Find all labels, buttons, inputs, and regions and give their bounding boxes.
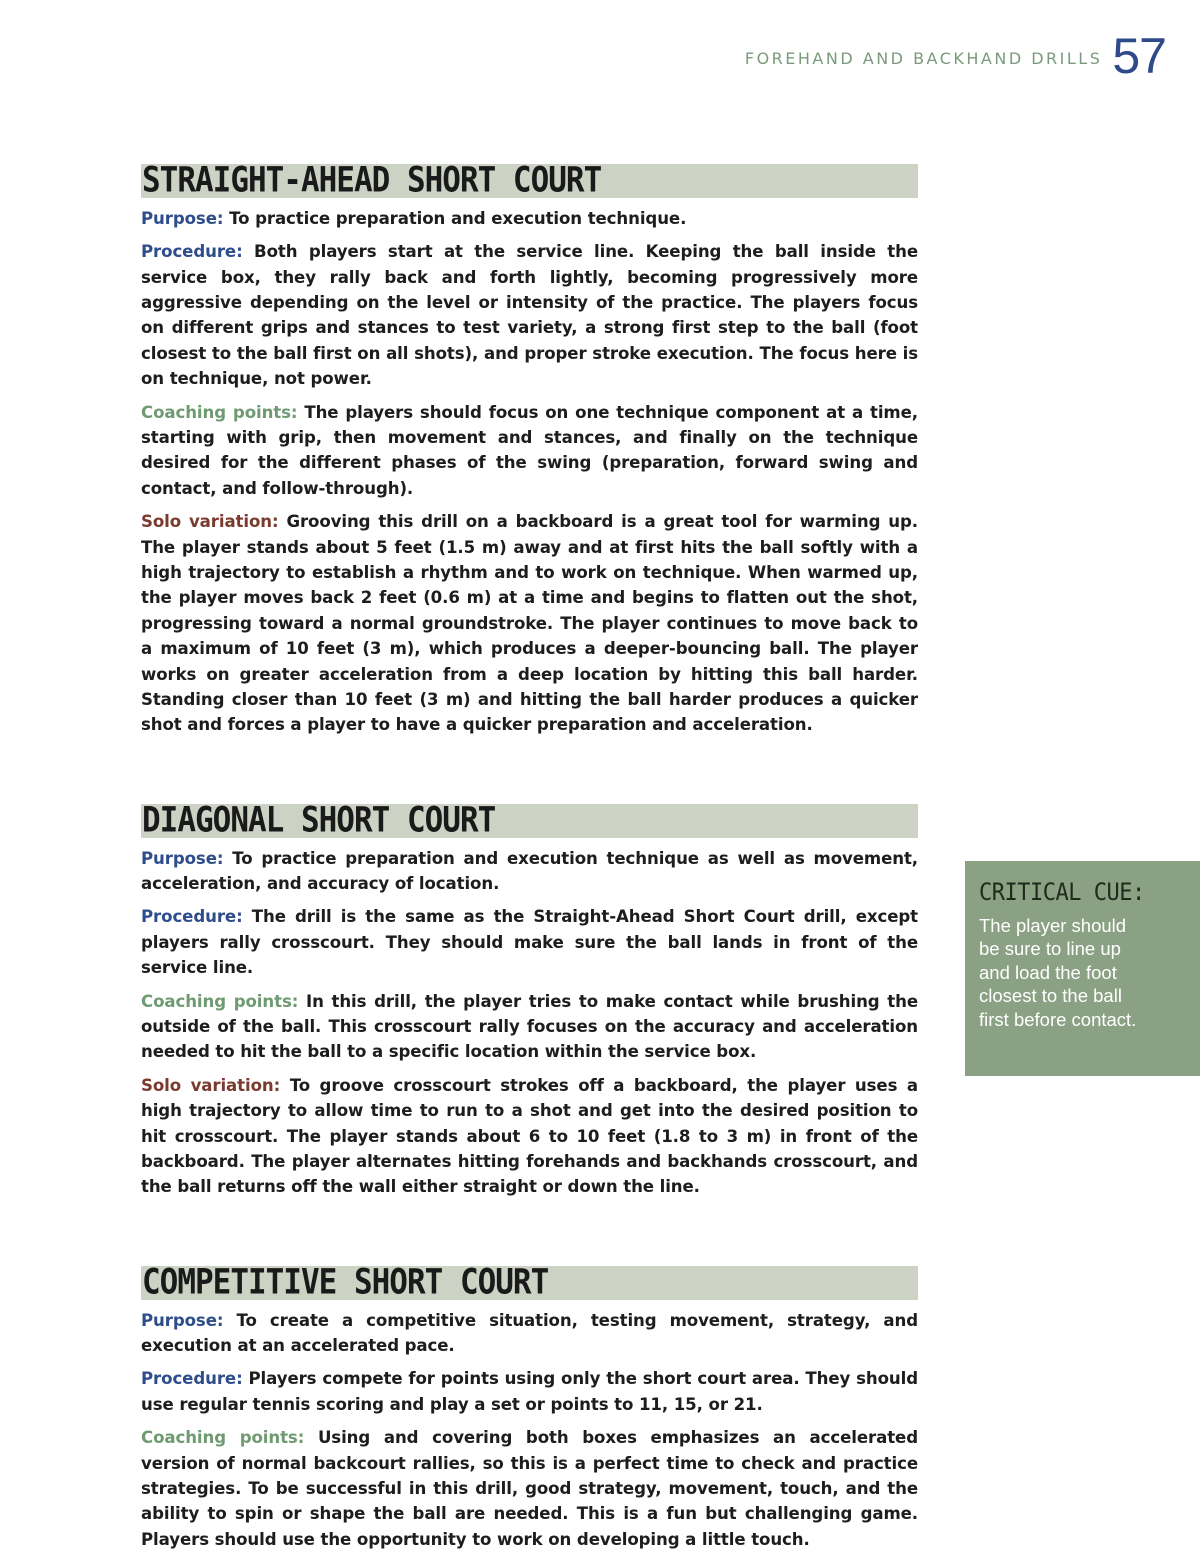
running-head-title: FOREHAND AND BACKHAND DRILLS — [744, 48, 1103, 68]
procedure-paragraph — [141, 1366, 918, 1417]
coaching-text: Using and covering both boxes emphasizes an accelerated version of normal backcourt rallies, so this is a perfect time to check and practice strategies. To be successful in this drill, good strategy, movement, touch, and the ability to spin or shape the ball are needed. This is a fun but challenging game. Players should use the opportunity to work on developing a little touch. — [141, 1428, 918, 1549]
solo-text: Grooving this drill on a backboard is a great tool for warming up. The player stands about 5 feet (1.5 m) away and at first hits the ball softly with a high trajectory to establish a rhythm and to work on technique. When warmed up, the player moves back 2 feet (0.6 m) at a time and begins to flatten out the shot, progressing toward a normal groundstroke. The player continues to move back to a maximum of 10 feet (3 m), which produces a deeper-bouncing ball. The player works on greater acceleration from a deep location by hitting this ball harder. Standing closer than 10 feet (3 m) and hitting the ball harder produces a quicker shot and forces a player to have a quicker preparation and acceleration. — [141, 512, 918, 735]
sidebar-text: The player should be sure to line up and load the foot closest to the ball first before contact. — [979, 915, 1137, 1030]
coaching-paragraph — [141, 989, 918, 1065]
procedure-label: Procedure: — [141, 1369, 243, 1389]
coaching-label: Coaching points: — [141, 1428, 305, 1448]
purpose-label: Purpose: — [141, 1310, 224, 1330]
procedure-label: Procedure: — [141, 242, 243, 262]
drill-diagonal-short-court — [141, 799, 918, 1200]
purpose-label: Purpose: — [141, 208, 224, 228]
solo-paragraph — [141, 1073, 918, 1200]
coaching-paragraph — [141, 400, 918, 502]
procedure-paragraph — [141, 904, 918, 980]
section-spacer — [141, 1208, 918, 1240]
purpose-paragraph — [141, 846, 918, 897]
purpose-text: To practice preparation and execution technique as well as movement, acceleration, and accuracy of location. — [141, 848, 918, 893]
section-heading: DIAGONAL SHORT COURT — [141, 804, 918, 838]
purpose-text: To practice preparation and execution technique. — [229, 208, 687, 228]
sidebar-title: CRITICAL CUE: — [979, 879, 1145, 907]
main-column — [141, 138, 918, 1560]
procedure-text: Players compete for points using only the short court area. They should use regular tennis scoring and play a set or points to 11, 15, or 21. — [141, 1369, 918, 1414]
procedure-text: The drill is the same as the Straight-Ahead Short Court drill, except players rally crosscourt. They should make sure the ball lands in front of the service line. — [141, 907, 918, 978]
coaching-label: Coaching points: — [141, 402, 298, 422]
coaching-paragraph — [141, 1425, 918, 1552]
solo-text: To groove crosscourt strokes off a backboard, the player uses a high trajectory to allow time to run to a shot and get into the desired position to hit crosscourt. The player stands about 6 to 10 feet (1.8 to 3 m) in front of the backboard. The player alternates hitting forehands and backhands crosscourt, and the ball returns off the wall either straight or down the line. — [141, 1075, 918, 1197]
section-heading: COMPETITIVE SHORT COURT — [141, 1266, 918, 1300]
coaching-label: Coaching points: — [141, 991, 299, 1011]
solo-label: Solo variation: — [141, 1075, 281, 1095]
purpose-paragraph — [141, 206, 918, 231]
critical-cue-sidebar — [965, 861, 1200, 1076]
purpose-paragraph — [141, 1308, 918, 1359]
solo-label: Solo variation: — [141, 512, 279, 532]
procedure-label: Procedure: — [141, 907, 243, 927]
section-spacer — [141, 746, 918, 778]
purpose-label: Purpose: — [141, 848, 224, 868]
purpose-text: To create a competitive situation, testing movement, strategy, and execution at an accelerated pace. — [141, 1310, 918, 1355]
procedure-paragraph — [141, 239, 918, 391]
procedure-text: Both players start at the service line. Keeping the ball inside the service box, they rally back and forth lightly, becoming progressively more aggressive depending on the level or intensity of the practice. The players focus on different grips and stances to test variety, a strong first step to the ball (foot closest to the ball first on all shots), and proper stroke execution. The focus here is on technique, not power. — [141, 242, 918, 389]
drill-straight-ahead-short-court — [141, 159, 918, 738]
page-number: 57 — [1112, 28, 1166, 84]
coaching-text: In this drill, the player tries to make contact while brushing the outside of the ball. This crosscourt rally focuses on the accuracy and acceleration needed to hit the ball to a specific location within the service box. — [141, 991, 918, 1062]
running-head — [745, 28, 1166, 84]
drill-competitive-short-court — [141, 1261, 918, 1553]
solo-paragraph — [141, 509, 918, 738]
section-heading: STRAIGHT-AHEAD SHORT COURT — [141, 164, 918, 198]
coaching-text: The players should focus on one technique component at a time, starting with grip, then movement and stances, and finally on the technique desired for the different phases of the swing (preparation, forward swing and contact, and follow-through). — [141, 402, 918, 498]
